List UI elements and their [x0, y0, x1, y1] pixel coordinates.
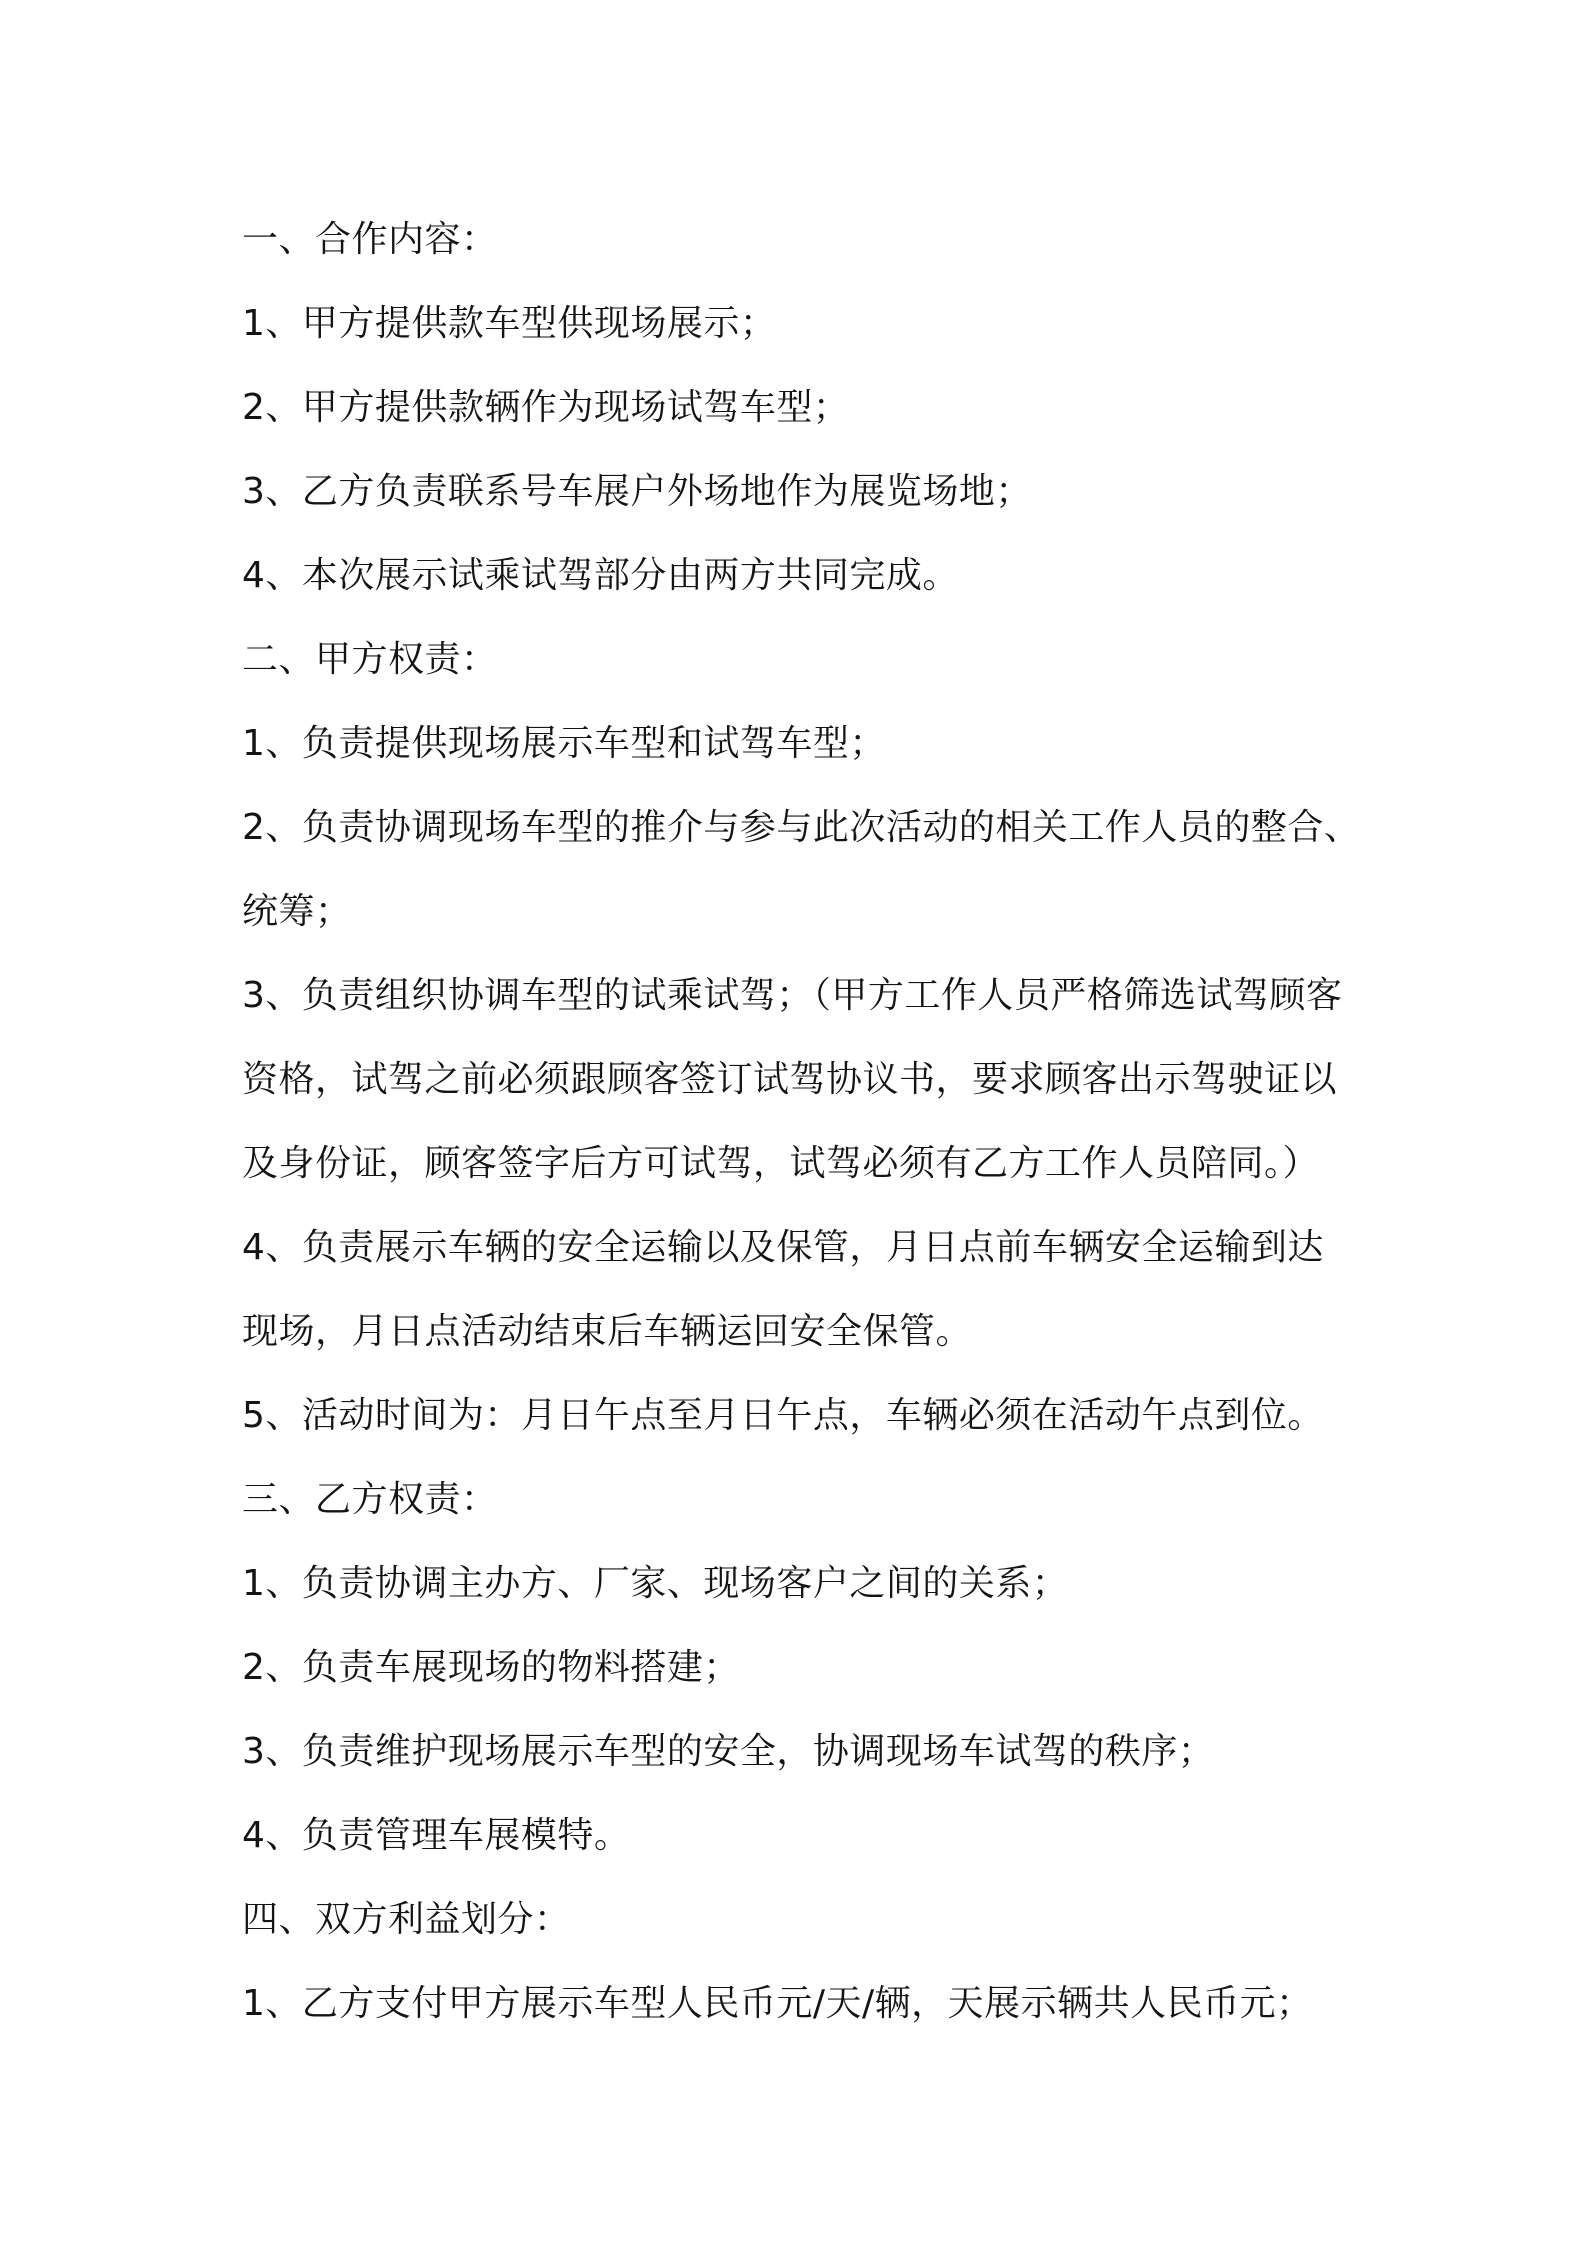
clause-line: 2、甲方提供款辆作为现场试驾车型；: [242, 387, 850, 428]
clause-line: 1、负责提供现场展示车型和试驾车型；: [242, 723, 886, 764]
section-heading-cooperation: 一、合作内容：: [242, 219, 498, 260]
clause-line-continuation: 资格，试驾之前必须跟顾客签订试驾协议书，要求顾客出示驾驶证以: [242, 1059, 1338, 1100]
clause-line-continuation: 及身份证，顾客签字后方可试驾，试驾必须有乙方工作人员陪同。）: [242, 1143, 1320, 1184]
clause-line: 4、负责管理车展模特。: [242, 1815, 631, 1856]
clause-line: 4、负责展示车辆的安全运输以及保管，月日点前车辆安全运输到达: [242, 1227, 1324, 1268]
clause-line: 1、甲方提供款车型供现场展示；: [242, 303, 777, 344]
clause-line: 1、负责协调主办方、厂家、现场客户之间的关系；: [242, 1563, 1069, 1604]
clause-line: 1、乙方支付甲方展示车型人民币元/天/辆，天展示辆共人民币元；: [242, 1983, 1313, 2024]
clause-line-continuation: 统筹；: [242, 891, 352, 932]
clause-line: 4、本次展示试乘试驾部分由两方共同完成。: [242, 555, 959, 596]
clause-line: 3、负责维护现场展示车型的安全，协调现场车试驾的秩序；: [242, 1731, 1215, 1772]
clause-line-continuation: 现场，月日点活动结束后车辆运回安全保管。: [242, 1311, 973, 1352]
clause-line: 2、负责车展现场的物料搭建；: [242, 1647, 740, 1688]
section-heading-benefit-division: 四、双方利益划分：: [242, 1899, 571, 1940]
section-heading-party-a: 二、甲方权责：: [242, 639, 498, 680]
clause-line: 5、活动时间为：月日午点至月日午点，车辆必须在活动午点到位。: [242, 1395, 1324, 1436]
clause-line: 3、乙方负责联系号车展户外场地作为展览场地；: [242, 471, 1032, 512]
section-heading-party-b: 三、乙方权责：: [242, 1479, 498, 1520]
clause-line: 3、负责组织协调车型的试乘试驾；（甲方工作人员严格筛选试驾顾客: [242, 975, 1343, 1016]
clause-line: 2、负责协调现场车型的推介与参与此次活动的相关工作人员的整合、: [242, 807, 1361, 848]
document-body: [242, 198, 1372, 2046]
